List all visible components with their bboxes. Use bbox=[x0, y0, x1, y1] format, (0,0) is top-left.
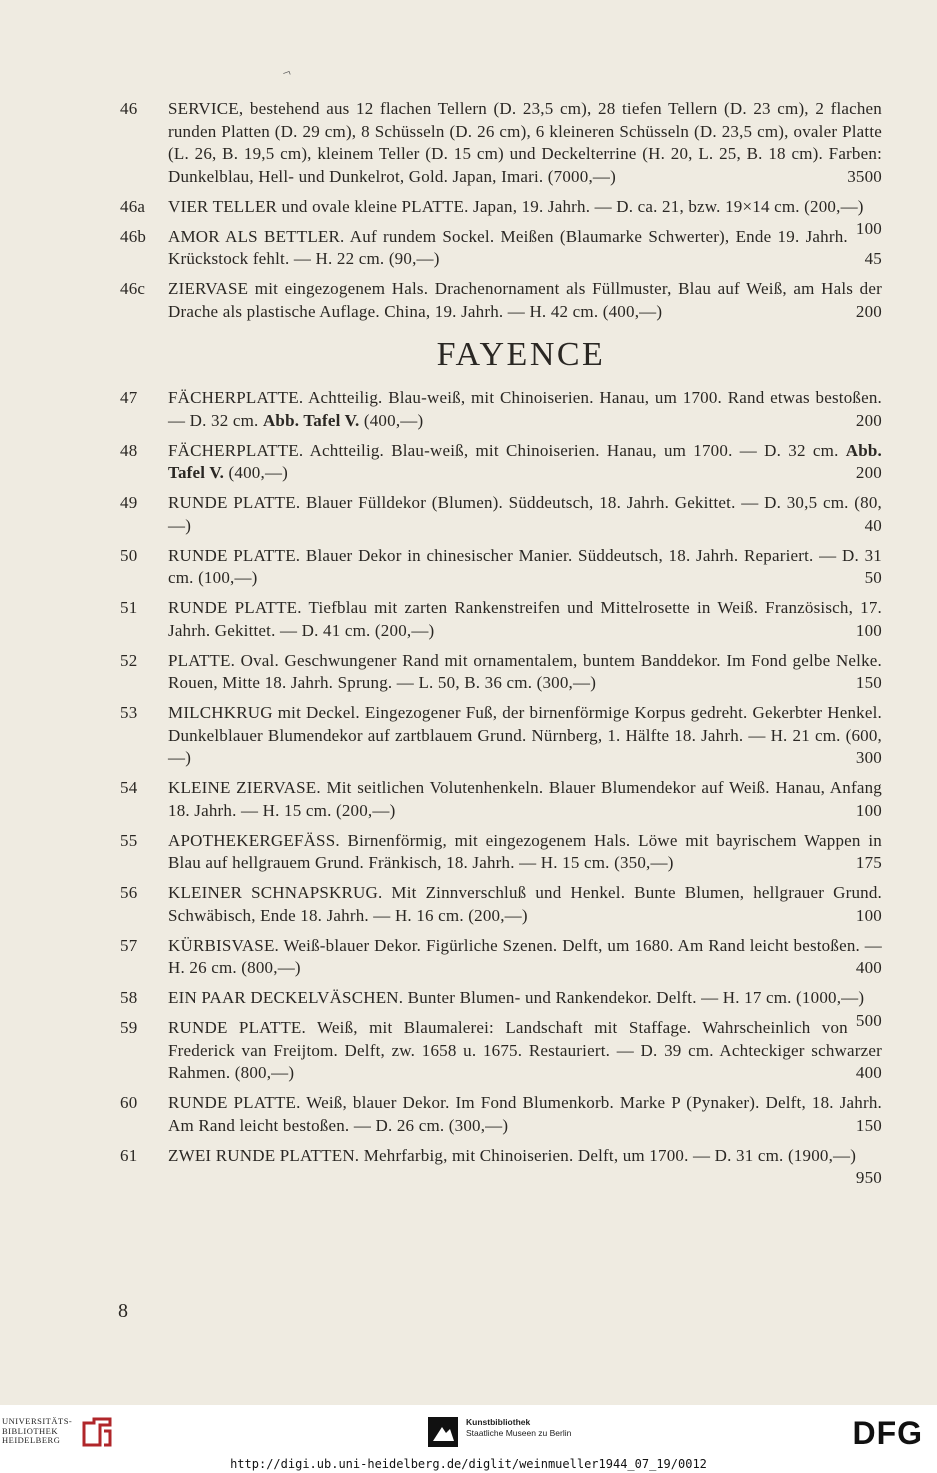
entry-number: 55 bbox=[120, 830, 138, 850]
entry-text bbox=[168, 1092, 882, 1137]
entry-text bbox=[168, 935, 882, 980]
uni-line: UNIVERSITÄTS- bbox=[2, 1416, 73, 1426]
catalog-entry bbox=[120, 1092, 882, 1137]
entry-number: 54 bbox=[120, 778, 138, 797]
entry-description: RUNDE PLATTE. Blauer Fülldekor (Blumen). Süddeutsch, 18. Jahrh. Gekittet. — D. 30,5 cm. (80,—) bbox=[168, 493, 882, 535]
section-title: FAYENCE bbox=[436, 336, 606, 373]
entry-text bbox=[168, 387, 882, 432]
entry-text-part: (400,—) bbox=[359, 410, 424, 430]
entry-price: 950 bbox=[855, 1168, 882, 1187]
entry-number: 46 bbox=[120, 99, 138, 118]
entry-price: 150 bbox=[855, 1115, 882, 1135]
entry-text bbox=[168, 440, 882, 485]
kunstbibliothek-logo-icon[interactable] bbox=[428, 1417, 458, 1447]
entry-number: 48 bbox=[120, 440, 138, 460]
entries-bottom bbox=[120, 492, 882, 1187]
scan-mark: ¬ bbox=[280, 65, 294, 82]
entry-number: 46b bbox=[120, 226, 147, 246]
catalog-entry bbox=[120, 1145, 882, 1187]
plate-reference: Abb. Tafel V. bbox=[262, 410, 360, 430]
entry-description: RUNDE PLATTE. Weiß, blauer Dekor. Im Fond Blumenkorb. Marke P (Pynaker). Delft, 18. Jahrh. Am Rand leicht bestoßen. — D. 26 cm. (300,—) bbox=[168, 1093, 882, 1135]
catalog-entry bbox=[120, 830, 882, 875]
entry-description: VIER TELLER und ovale kleine PLATTE. Japan, 19. Jahrh. — D. ca. 21, bzw. 19×14 cm. (200,—) bbox=[168, 196, 864, 216]
entry-text bbox=[168, 1145, 882, 1187]
entry-price: 500 bbox=[855, 1010, 882, 1030]
entry-text bbox=[168, 650, 882, 695]
entry-number: 51 bbox=[120, 598, 138, 617]
entry-number: 59 bbox=[120, 1018, 138, 1037]
entry-price: 100 bbox=[855, 800, 882, 820]
catalog-entry bbox=[120, 226, 882, 271]
entry-number: 49 bbox=[120, 493, 138, 512]
catalog-entry bbox=[120, 98, 882, 188]
entry-price: 45 bbox=[864, 249, 882, 268]
entry-price: 200 bbox=[855, 463, 882, 482]
entry-description: EIN PAAR DECKELVÄSCHEN. Bunter Blumen- und Rankendekor. Delft. — H. 17 cm. (1000,—) bbox=[168, 988, 865, 1007]
entry-text-part: FÄCHERPLATTE. Achtteilig. Blau-weiß, mit Chinoiserien. Hanau, um 1700. Rand etwas bestoßen. — D. 32 cm. bbox=[168, 388, 882, 430]
dfg-logo[interactable]: DFG bbox=[852, 1415, 923, 1451]
entry-price: 150 bbox=[855, 673, 882, 692]
entry-text-part: FÄCHERPLATTE. Achtteilig. Blau-weiß, mit Chinoiserien. Hanau, um 1700. — D. 32 cm. bbox=[168, 440, 846, 460]
entry-text bbox=[168, 702, 882, 770]
entry-price: 100 bbox=[855, 620, 882, 640]
uni-line: HEIDELBERG bbox=[2, 1435, 61, 1445]
entry-number: 60 bbox=[120, 1093, 138, 1112]
entry-number: 57 bbox=[120, 935, 138, 955]
entry-price: 400 bbox=[855, 1063, 882, 1082]
catalog-entry bbox=[120, 278, 882, 323]
entry-price: 100 bbox=[855, 905, 882, 925]
entry-number: 52 bbox=[120, 650, 138, 670]
footer-bar bbox=[0, 1405, 937, 1473]
entry-number: 61 bbox=[120, 1145, 138, 1165]
entry-price: 3500 bbox=[847, 166, 882, 186]
entry-description: APOTHEKERGEFÄSS. Birnenförmig, mit eingezogenem Hals. Löwe mit bayrischem Wappen in Blau auf hellgrauem Grund. Fränkisch, 18. Jahrh. — H. 15 cm. (350,—) bbox=[168, 830, 882, 872]
entry-description: KLEINE ZIERVASE. Mit seitlichen Volutenhenkeln. Blauer Blumendekor auf Weiß. Hanau, Anfang 18. Jahrh. — H. 15 cm. (200,—) bbox=[168, 778, 882, 820]
entry-text bbox=[168, 1017, 882, 1085]
catalog-entry bbox=[120, 597, 882, 642]
entry-number: 47 bbox=[120, 388, 138, 407]
entry-description: RUNDE PLATTE. Tiefblau mit zarten Rankenstreifen und Mittelrosette in Weiß. Französisch, 17. Jahrh. Gekittet. — D. 41 cm. (200,—) bbox=[168, 598, 882, 640]
kunstbibliothek-label[interactable] bbox=[466, 1417, 571, 1439]
page-number: 8 bbox=[118, 1300, 128, 1322]
catalog-entry bbox=[120, 545, 882, 590]
entry-price: 100 bbox=[855, 219, 882, 238]
entry-number: 50 bbox=[120, 545, 138, 565]
entry-price: 175 bbox=[855, 853, 882, 872]
catalog-entry bbox=[120, 935, 882, 980]
kb-subtitle: Staatliche Museen zu Berlin bbox=[466, 1428, 572, 1438]
entry-number: 58 bbox=[120, 988, 138, 1007]
entry-description: MILCHKRUG mit Deckel. Eingezogener Fuß, der birnenförmige Korpus gedreht. Gekerbter Henkel. Dunkelblauer Blumendekor auf zartblauem Grund. Nürnberg, 1. Hälfte 18. Jahrh. — H. 21 cm. (600,—) bbox=[168, 703, 882, 767]
catalog-entry bbox=[120, 882, 882, 927]
entry-text-part: (400,—) bbox=[224, 463, 289, 482]
entry-text bbox=[168, 226, 882, 271]
entry-text bbox=[168, 492, 882, 537]
entry-description: ZWEI RUNDE PLATTEN. Mehrfarbig, mit Chinoiserien. Delft, um 1700. — D. 31 cm. (1900,—) bbox=[168, 1145, 857, 1165]
entry-description: RUNDE PLATTE. Weiß, mit Blaumalerei: Landschaft mit Staffage. Wahrscheinlich von Frederick van Freijtom. Delft, zw. 1658 u. 1675. Restauriert. — D. 39 cm. Achteckiger schwarzer Rahmen. (800,—) bbox=[168, 1018, 882, 1082]
entry-description: ZIERVASE mit eingezogenem Hals. Drachenornament als Füllmuster, Blau auf Weiß, am Hals der Drache als plastische Auflage. China, 19. Jahrh. — H. 42 cm. (400,—) bbox=[168, 279, 882, 321]
entry-price: 300 bbox=[855, 748, 882, 767]
entry-text bbox=[168, 830, 882, 875]
entry-price: 50 bbox=[864, 568, 882, 587]
entry-text bbox=[168, 987, 882, 1030]
entry-description: RUNDE PLATTE. Blauer Dekor in chinesischer Manier. Süddeutsch, 18. Jahrh. Repariert. — D. 31 cm. (100,—) bbox=[168, 545, 882, 587]
entry-price: 400 bbox=[855, 958, 882, 977]
entry-text bbox=[168, 545, 882, 590]
entry-price: 200 bbox=[855, 301, 882, 321]
entry-price: 40 bbox=[864, 515, 882, 535]
kb-title: Kunstbibliothek bbox=[466, 1417, 531, 1427]
entry-description: KLEINER SCHNAPSKRUG. Mit Zinnverschluß und Henkel. Bunte Blumen, hellgrauer Grund. Schwäbisch, Ende 18. Jahrh. — H. 16 cm. (200,—) bbox=[168, 883, 882, 925]
university-library-label[interactable] bbox=[2, 1417, 72, 1446]
entries-top bbox=[120, 98, 882, 323]
catalog-entry bbox=[120, 777, 882, 822]
catalog-entry bbox=[120, 492, 882, 537]
entry-description: PLATTE. Oval. Geschwungener Rand mit ornamentalem, buntem Banddekor. Im Fond gelbe Nelke. Rouen, Mitte 18. Jahrh. Sprung. — L. 50, B. 36 cm. (300,—) bbox=[168, 650, 882, 692]
entry-text bbox=[168, 278, 882, 323]
entry-text bbox=[168, 196, 882, 238]
entry-text bbox=[168, 777, 882, 822]
catalog-entry bbox=[120, 650, 882, 695]
entry-text bbox=[168, 98, 882, 188]
catalog-entry bbox=[120, 1017, 882, 1085]
permalink-url[interactable]: http://digi.ub.uni-heidelberg.de/diglit/weinmueller1944_07_19/0012 bbox=[230, 1457, 707, 1471]
university-logo-icon[interactable] bbox=[80, 1415, 114, 1449]
entry-number: 56 bbox=[120, 883, 138, 902]
plate-reference: Abb. Tafel V. bbox=[168, 440, 882, 482]
entry-number: 53 bbox=[120, 703, 138, 722]
catalog-entry-48 bbox=[120, 440, 882, 485]
catalog-entry-47 bbox=[120, 387, 882, 432]
catalog-list bbox=[120, 98, 882, 1190]
entry-description: SERVICE, bestehend aus 12 flachen Tellern (D. 23,5 cm), 28 tiefen Tellern (D. 23 cm), 2 flachen runden Platten (D. 29 cm), 8 Schüsseln (D. 26 cm), 6 kleineren Schüsseln (D. 23,5 cm), ovaler Platte (L. 26, B. 19,5 cm), kleinem Teller (D. 15 cm) und Deckelterrine (H. 20, L. 25, B. 18 cm). Farben: Dunkelblau, Hell- und Dunkelrot, Gold. Japan, Imari. (7000,—) bbox=[168, 99, 882, 186]
entry-text bbox=[168, 882, 882, 927]
entry-description: KÜRBISVASE. Weiß-blauer Dekor. Figürliche Szenen. Delft, um 1680. Am Rand leicht bestoßen. — H. 26 cm. (800,—) bbox=[168, 935, 882, 977]
entry-description: AMOR ALS BETTLER. Auf rundem Sockel. Meißen (Blaumarke Schwerter), Ende 19. Jahrh. Krückstock fehlt. — H. 22 cm. (90,—) bbox=[168, 226, 848, 268]
entry-price: 200 bbox=[855, 410, 882, 430]
entry-text bbox=[168, 597, 882, 642]
entry-number: 46a bbox=[120, 196, 146, 216]
entry-number: 46c bbox=[120, 279, 146, 298]
uni-line: BIBLIOTHEK bbox=[2, 1425, 58, 1436]
catalog-entry bbox=[120, 702, 882, 770]
